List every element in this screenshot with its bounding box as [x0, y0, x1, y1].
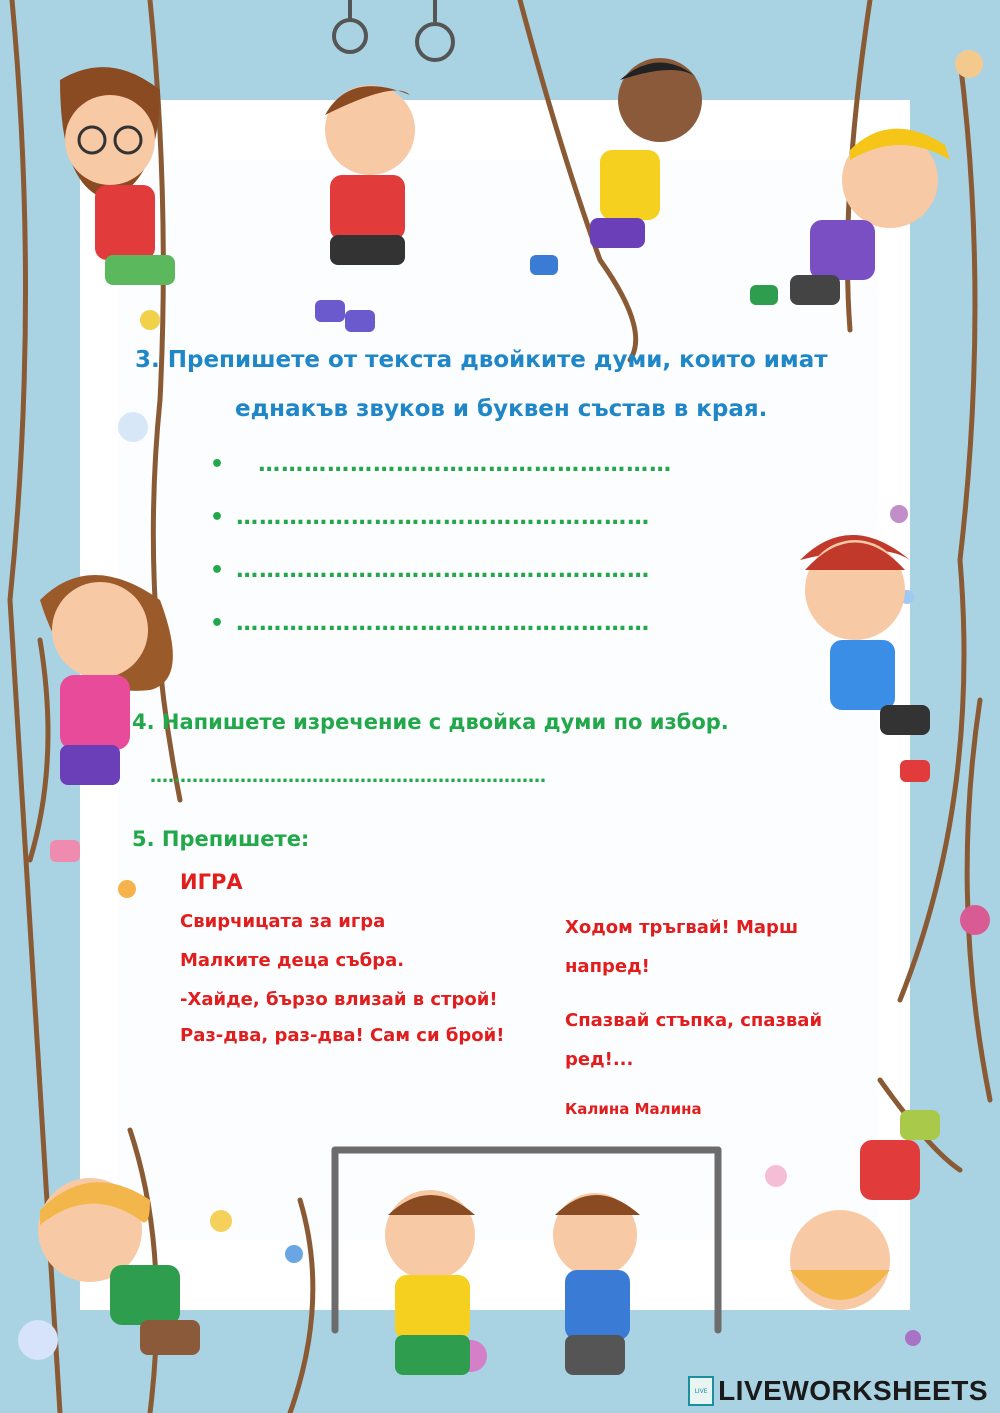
kid-figure [60, 67, 175, 330]
bullet-icon: • [210, 452, 225, 477]
question-4-title: 4. Напишете изречение с двойка думи по избор. [132, 710, 729, 734]
badge-text: LIVE [694, 1387, 708, 1395]
poem-line: Спазвай стъпка, спазвай [565, 1010, 823, 1031]
poem-line: -Хайде, бързо влизай в строй! [180, 989, 498, 1010]
bullet-icon: • [210, 558, 225, 583]
poem-line: Раз-два, раз-два! Сам си брой! [180, 1025, 505, 1046]
poem-line: Свирчицата за игра [180, 911, 386, 932]
poem-title: ИГРА [180, 870, 243, 894]
answer-blank[interactable]: ……………………………………………… [236, 611, 651, 636]
poem-line: ред!... [565, 1049, 634, 1070]
question-3-line1: 3. Препишете от текста двойките думи, които имат [135, 347, 828, 373]
liveworksheets-logo[interactable] [688, 1375, 988, 1407]
answer-blank[interactable]: ……………………………………………… [236, 505, 651, 530]
question-3-line2: еднакъв звуков и буквен състав в края. [235, 396, 768, 422]
answer-row[interactable] [210, 558, 650, 583]
answer-row[interactable] [210, 505, 650, 530]
answer-row[interactable] [210, 452, 672, 477]
answer-blank[interactable]: ……………………………………………… [236, 558, 651, 583]
poem-line: Малките деца събра. [180, 950, 405, 971]
answer-row[interactable] [210, 611, 650, 636]
question-4-answer-blank[interactable]: ………………………………………………………… [150, 766, 546, 787]
liveworksheets-badge-icon [688, 1376, 714, 1406]
bullet-icon: • [210, 505, 225, 530]
question-5-title: 5. Препишете: [132, 827, 310, 851]
poem-author: Калина Малина [565, 1100, 702, 1118]
answer-blank[interactable]: ……………………………………………… [258, 452, 673, 477]
bullet-icon: • [210, 611, 225, 636]
poem-line: напред! [565, 956, 650, 977]
poem-line: Ходом тръгвай! Марш [565, 917, 799, 938]
brand-text: LIVEWORKSHEETS [718, 1375, 988, 1406]
